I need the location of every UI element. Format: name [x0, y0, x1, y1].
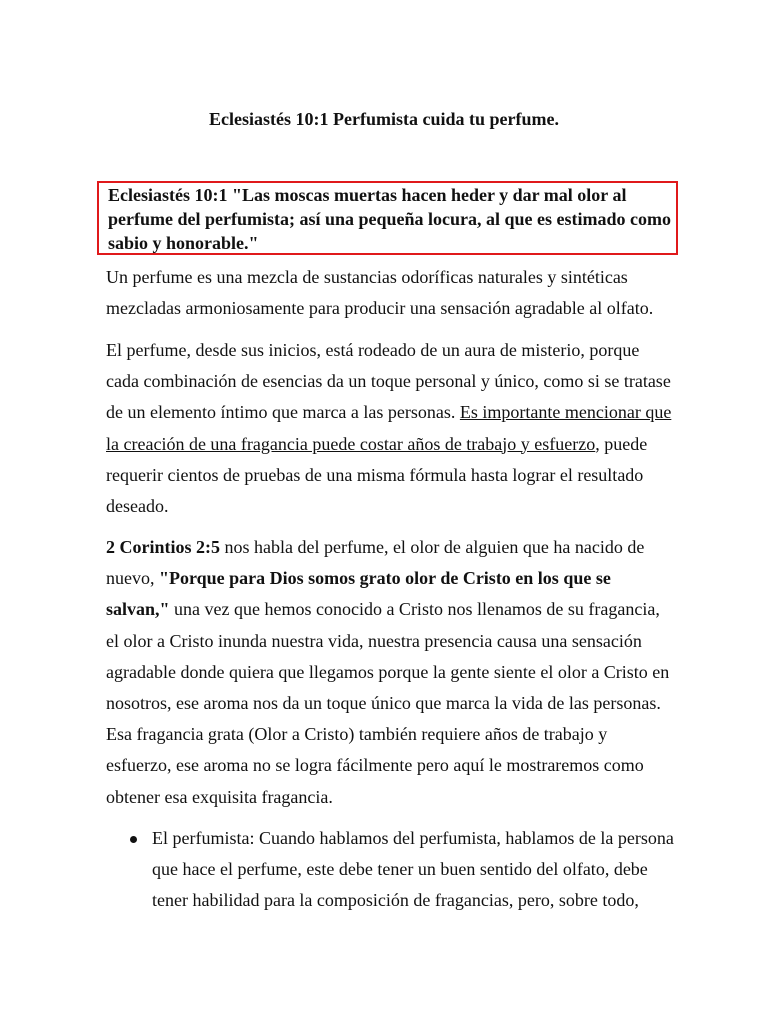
paragraph-line: esfuerzo, ese aroma no se logra fácilmente pero aquí le mostraremos como [106, 755, 644, 776]
list-item [106, 823, 674, 917]
paragraph-line [106, 594, 669, 625]
verse-line-3: sabio y honorable." [108, 233, 259, 253]
paragraph-line: Esa fragancia grata (Olor a Cristo) también requiere años de trabajo y [106, 724, 608, 745]
paragraph-line: deseado. [106, 496, 169, 517]
paragraph-line: el olor a Cristo inunda nuestra vida, nuestra presencia causa una sensación [106, 630, 642, 651]
list-item-line: que hace el perfume, este debe tener un buen sentido del olfato, debe [152, 859, 648, 880]
plain-text: una vez que hemos conocido a Cristo nos llenamos de su fragancia, [169, 599, 660, 620]
paragraph-line: nosotros, ese aroma nos da un toque único que marca la vida de las personas. [106, 693, 661, 714]
list-item-line: El perfumista: Cuando hablamos del perfumista, hablamos de la persona [152, 828, 674, 848]
paragraph-line: agradable donde quiera que llegamos porque la gente siente el olor a Cristo en [106, 661, 670, 682]
paragraph-line: El perfume, desde sus inicios, está rodeado de un aura de misterio, porque [106, 340, 640, 360]
paragraph-corinthians [106, 532, 669, 813]
paragraph-perfume-definition [106, 262, 653, 324]
paragraph-line: Un perfume es una mezcla de sustancias odoríficas naturales y sintéticas [106, 267, 628, 287]
paragraph-line [106, 397, 671, 428]
plain-text: de un elemento íntimo que marca a las personas. [106, 402, 460, 423]
paragraph-line: requerir cientos de pruebas de una misma fórmula hasta lograr el resultado [106, 464, 644, 485]
bullet-list [106, 823, 674, 917]
paragraph-line: cada combinación de esencias da un toque personal y único, como si se tratase [106, 371, 671, 392]
bold-quote: "Porque para Dios somos grato olor de Cristo en los que se [159, 568, 611, 589]
highlighted-verse-box [97, 181, 678, 255]
paragraph-line [106, 563, 669, 594]
document-title: Eclesiastés 10:1 Perfumista cuida tu perfume. [209, 109, 559, 129]
paragraph-line [106, 429, 671, 460]
plain-text: nuevo, [106, 568, 159, 589]
verse-line-2: perfume del perfumista; así una pequeña locura, al que es estimado como [108, 209, 671, 229]
plain-text: nos habla del perfume, el olor de alguien que ha nacido de [220, 537, 645, 557]
bullet-dot-icon [130, 836, 137, 843]
verse-line-1: Eclesiastés 10:1 "Las moscas muertas hacen heder y dar mal olor al [108, 185, 627, 205]
plain-text: , puede [595, 433, 648, 454]
underlined-text: Es importante mencionar que [459, 402, 672, 423]
paragraph-perfume-history [106, 335, 671, 522]
list-item-line: tener habilidad para la composición de fragancias, pero, sobre todo, [152, 890, 639, 911]
underlined-text: la creación de una fragancia puede costar años de trabajo y esfuerzo [106, 433, 596, 454]
paragraph-line: mezcladas armoniosamente para producir una sensación agradable al olfato. [106, 298, 654, 319]
paragraph-line: obtener esa exquisita fragancia. [106, 786, 333, 807]
bold-quote: salvan," [106, 599, 170, 620]
paragraph-line [106, 532, 669, 563]
bold-reference: 2 Corintios 2:5 [106, 537, 220, 557]
